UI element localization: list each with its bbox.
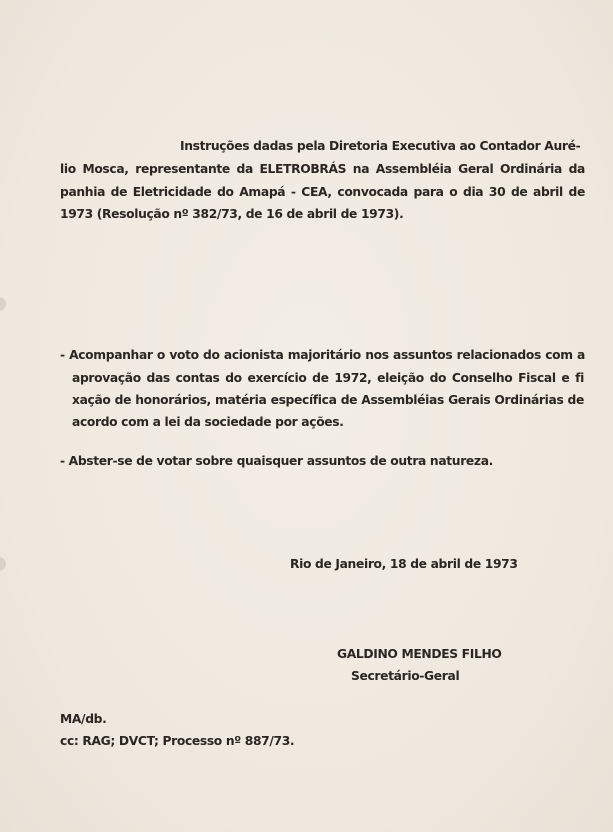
signatory-title: Secretário-Geral	[351, 669, 460, 683]
punch-hole	[0, 557, 6, 571]
header-line-1: Instruções dadas pela Diretoria Executiva ao Contador Auré-	[180, 139, 581, 153]
header-line-2: lio Mosca, representante da ELETROBRÁS na Assembléia Geral Ordinária da	[60, 162, 585, 176]
instruction-2: - Abster-se de votar sobre quaisquer assuntos de outra natureza.	[60, 454, 493, 468]
carbon-copy: cc: RAG; DVCT; Processo nº 887/73.	[60, 734, 295, 748]
date-place: Rio de Janeiro, 18 de abril de 1973	[290, 557, 518, 571]
initials: MA/db.	[60, 712, 107, 726]
header-line-3: panhia de Eletricidade do Amapá - CEA, convocada para o dia 30 de abril de	[60, 185, 585, 199]
instruction-1-line-1: - Acompanhar o voto do acionista majoritário nos assuntos relacionados com a	[60, 348, 585, 362]
instruction-1-line-2: aprovação das contas do exercício de 1972, eleição do Conselho Fiscal e fi	[72, 371, 584, 385]
instruction-1-line-3: xação de honorários, matéria específica de Assembléias Gerais Ordinárias de	[72, 393, 584, 407]
header-line-4: 1973 (Resolução nº 382/73, de 16 de abril de 1973).	[60, 207, 404, 221]
punch-hole	[0, 297, 6, 311]
signatory-name: GALDINO MENDES FILHO	[337, 647, 502, 661]
instruction-1-line-4: acordo com a lei da sociedade por ações.	[72, 415, 344, 429]
